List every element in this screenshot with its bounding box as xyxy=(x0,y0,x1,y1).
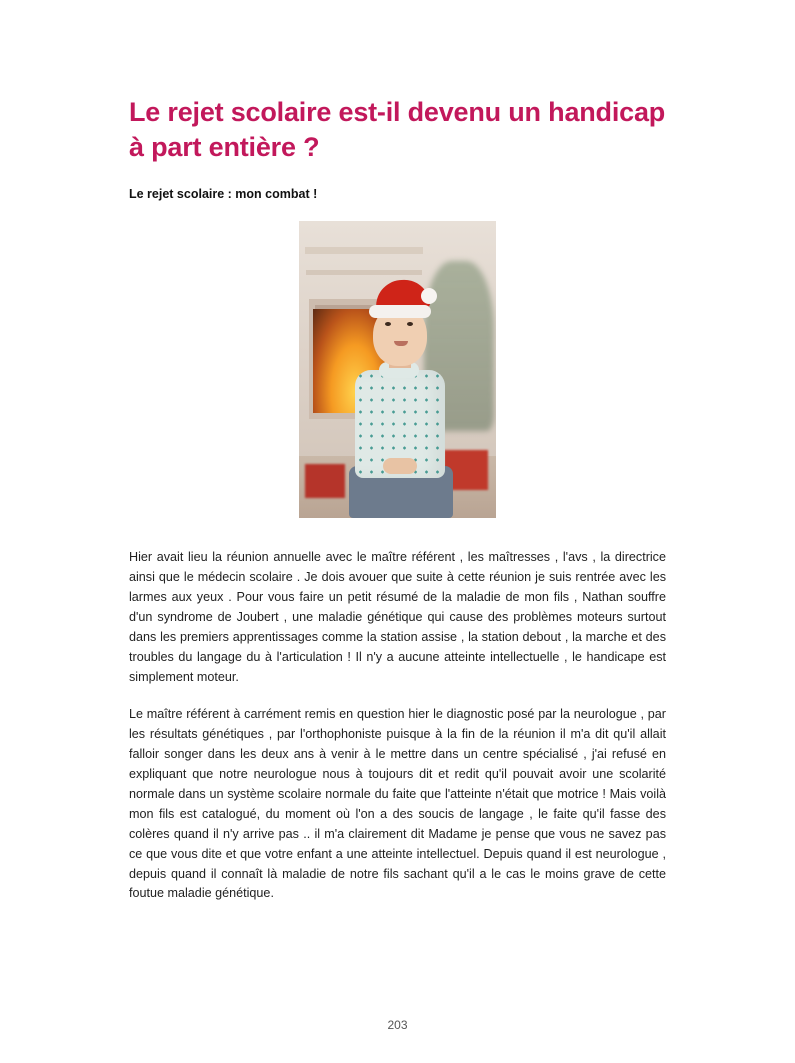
document-subtitle: Le rejet scolaire : mon combat ! xyxy=(129,187,318,202)
gift-box-left xyxy=(305,464,345,498)
article-body xyxy=(129,548,666,904)
article-figure xyxy=(299,221,496,518)
paragraph: Le maître référent à carrément remis en question hier le diagnostic posé par la neurologue , par les résultats génétiques , par l'orthophoniste puisque à la fin de la réunion il m'a dit qu'il allait falloir songer dans les deux ans à venir à le mettre dans un centre spécialisé , j'ai refusé en expliquant que notre neurologue nous à toujours dit et redit qu'il pouvait avoir une scolarité normale dans un système scolaire normale du faite que l'atteinte n'était que motrice ! Mais voilà mon fils est catalogué, du moment où l'on a des soucis de langage , le faite qu'il fasse des colères quand il n'y arrive pas .. il m'a clairement dit Madame je pense que vous ne savez pas ce que vous dite et que votre enfant a une atteinte intellectuel. Depuis quand il est neurologue , depuis quand il connaît là maladie de notre fils sachant qu'il a le cas le moins grave de cette foutue maladie génétique. xyxy=(129,707,666,901)
page-title: Le rejet scolaire est-il devenu un handicap à part entière ? xyxy=(129,97,666,163)
santa-hat-pompom xyxy=(421,288,437,304)
santa-hat-band xyxy=(369,305,431,318)
shelf-decor xyxy=(305,247,423,254)
child-subject xyxy=(345,286,455,518)
photo-enfant-bonnet-noel xyxy=(299,221,496,518)
document-content xyxy=(129,95,666,904)
paragraph: Hier avait lieu la réunion annuelle avec le maître référent , les maîtresses , l'avs , la directrice ainsi que le médecin scolaire . Je dois avouer que suite à cette réunion je suis rentrée avec les larmes aux yeux . Pour vous faire un petit résumé de la maladie de mon fils , Nathan souffre d'un syndrome de Joubert , une maladie génétique qui cause des problèmes moteurs surtout dans les premiers apprentissages comme la station assise , la station debout , la marche et des troubles du langage du à l'articulation ! Il n'y a aucune atteinte intellectuelle , le handicape est simplement moteur. xyxy=(129,550,666,684)
child-hands xyxy=(383,458,417,474)
page-number: 203 xyxy=(387,1018,408,1032)
